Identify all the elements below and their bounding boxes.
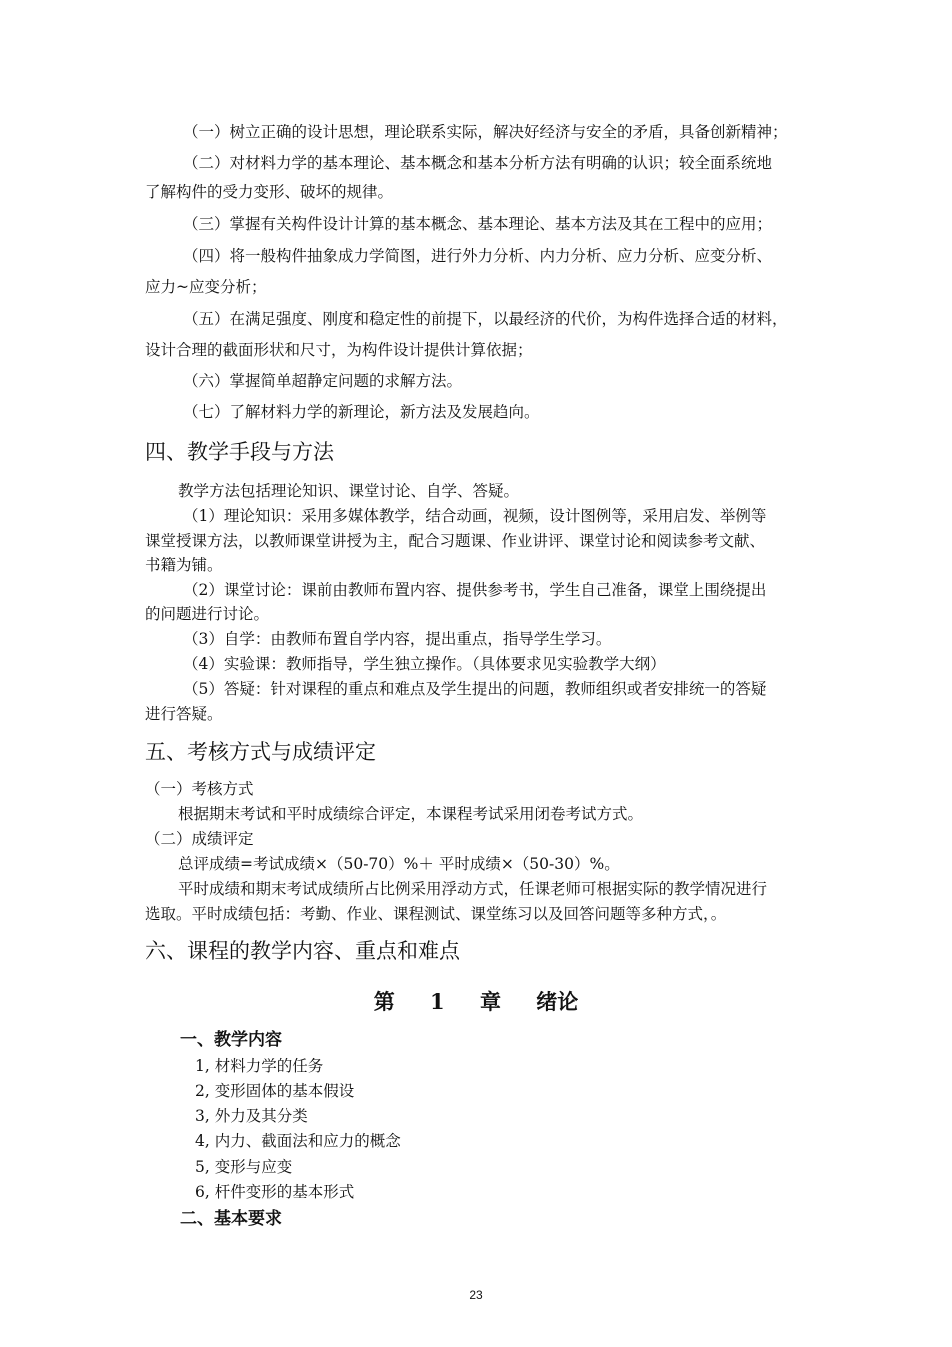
section-4-line: （2）课堂讨论：课前由教师布置内容、提供参考书，学生自己准备，课堂上围绕提出 (183, 581, 767, 599)
content-heading: 一、教学内容 (180, 1030, 282, 1050)
list-item: 1, 材料力学的任务 (195, 1057, 324, 1075)
objective-2-cont: 了解构件的受力变形、破坏的规律。 (145, 183, 394, 201)
list-item: 4, 内力、截面法和应力的概念 (195, 1132, 401, 1150)
objective-5-cont: 设计合理的截面形状和尺寸，为构件设计提供计算依据； (145, 341, 533, 359)
page-number: 23 (469, 1288, 483, 1302)
requirements-heading: 二、基本要求 (180, 1209, 282, 1229)
section-5-subheading: （一）考核方式 (145, 780, 254, 798)
objective-4: （四）将一般构件抽象成力学简图，进行外力分析、内力分析、应力分析、应变分析、 (183, 247, 773, 265)
section-4-line: 的问题进行讨论。 (145, 605, 270, 623)
objective-2: （二）对材料力学的基本理论、基本概念和基本分析方法有明确的认识；较全面系统地 (183, 154, 773, 172)
objective-7: （七）了解材料力学的新理论，新方法及发展趋向。 (183, 403, 540, 421)
objective-4-cont: 应力~应变分析； (145, 278, 267, 296)
section-4-heading: 四、教学手段与方法 (145, 440, 334, 464)
list-item: 5, 变形与应变 (195, 1158, 293, 1176)
section-5-heading: 五、考核方式与成绩评定 (145, 740, 376, 764)
objective-1: （一）树立正确的设计思想，理论联系实际，解决好经济与安全的矛盾，具备创新精神； (183, 123, 788, 141)
objective-5: （五）在满足强度、刚度和稳定性的前提下，以最经济的代价，为构件选择合适的材料， (183, 310, 788, 328)
list-item: 6, 杆件变形的基本形式 (195, 1183, 355, 1201)
section-4-line: 书籍为铺。 (145, 556, 223, 574)
objective-3: （三）掌握有关构件设计计算的基本概念、基本理论、基本方法及其在工程中的应用； (183, 215, 773, 233)
section-5-line: 选取。平时成绩包括：考勤、作业、课程测试、课堂练习以及回答问题等多种方式，。 (145, 905, 727, 923)
section-5-line: 根据期末考试和平时成绩综合评定，本课程考试采用闭卷考试方式。 (178, 805, 644, 823)
chapter-title: 第 1 章 绪论 (373, 989, 579, 1014)
section-5-line: 总评成绩=考试成绩×（50-70）%＋ 平时成绩×（50-30）%。 (178, 855, 620, 873)
section-4-line: （5）答疑：针对课程的重点和难点及学生提出的问题，教师组织或者安排统一的答疑 (183, 680, 767, 698)
section-5-subheading: （二）成绩评定 (145, 830, 254, 848)
section-4-line: （1）理论知识：采用多媒体教学，结合动画，视频，设计图例等，采用启发、举例等 (183, 507, 767, 525)
section-4-line: 进行答疑。 (145, 705, 223, 723)
section-4-line: 课堂授课方法，以教师课堂讲授为主，配合习题课、作业讲评、课堂讨论和阅读参考文献、 (145, 532, 766, 550)
objective-6: （六）掌握简单超静定问题的求解方法。 (183, 372, 463, 390)
section-4-line: （4）实验课：教师指导，学生独立操作。（具体要求见实验教学大纲） (183, 655, 666, 673)
section-4-line: （3）自学：由教师布置自学内容，提出重点，指导学生学习。 (183, 630, 612, 648)
section-6-heading: 六、课程的教学内容、重点和难点 (145, 939, 460, 963)
list-item: 2, 变形固体的基本假设 (195, 1082, 355, 1100)
section-4-line: 教学方法包括理论知识、课堂讨论、自学、答疑。 (178, 482, 520, 500)
section-5-line: 平时成绩和期末考试成绩所占比例采用浮动方式，任课老师可根据实际的教学情况进行 (178, 880, 768, 898)
list-item: 3, 外力及其分类 (195, 1107, 308, 1125)
